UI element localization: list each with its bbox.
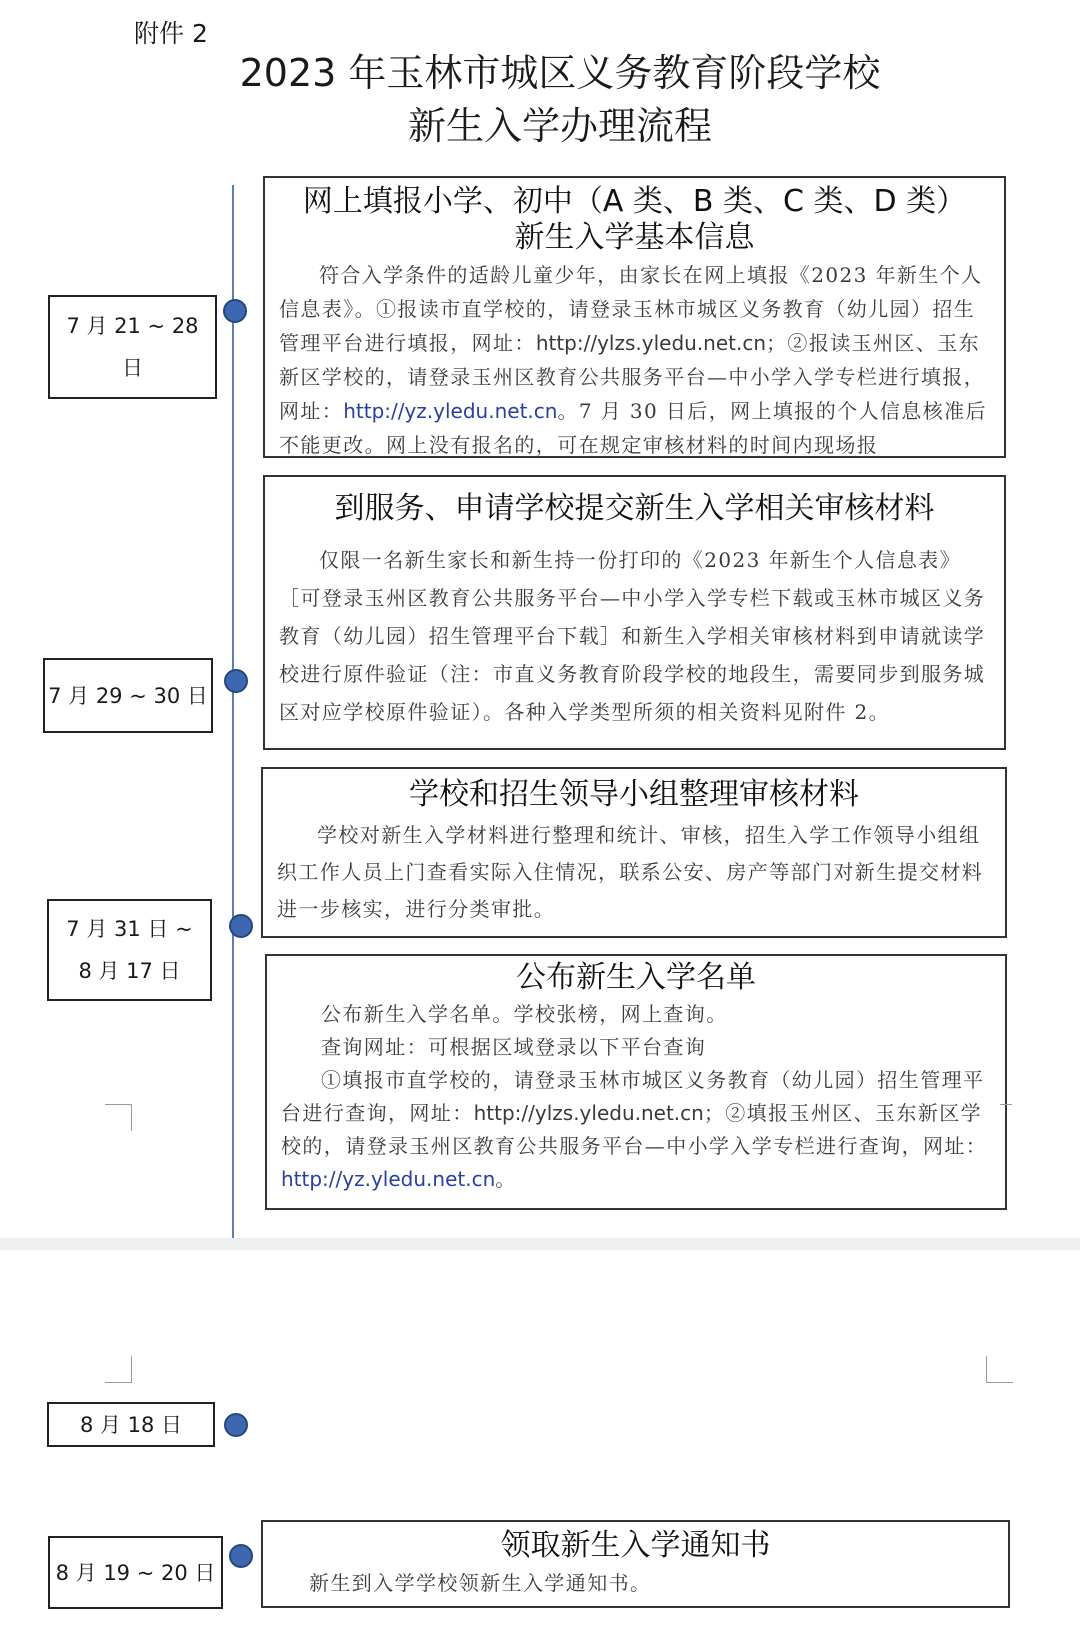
step1-text bbox=[279, 258, 990, 458]
step4-text-1: 公布新生入学名单。学校张榜，网上查询。 bbox=[321, 1002, 728, 1026]
step2-title: 到服务、申请学校提交新生入学相关审核材料 bbox=[334, 491, 935, 526]
crop-mark-bottom-left bbox=[105, 1356, 132, 1383]
step5-timeline-dot bbox=[224, 1413, 248, 1437]
step1-title-line1: 网上填报小学、初中（A 类、B 类、C 类、D 类） bbox=[302, 184, 967, 219]
step3-date-line2: 8 月 17 日 bbox=[78, 959, 181, 983]
document-title-line1: 2023 年玉林市城区义务教育阶段学校 bbox=[239, 51, 881, 95]
step1-timeline-dot bbox=[223, 299, 247, 323]
step6-box bbox=[261, 1520, 1010, 1608]
step4-text-2: 查询网址：可根据区域登录以下平台查询 bbox=[321, 1035, 707, 1059]
attachment-label: 附件 2 bbox=[134, 19, 208, 48]
step3-text: 学校对新生入学材料进行整理和统计、审核，招生入学工作领导小组组织工作人员上门查看实际入住情况，联系公安、房产等部门对新生提交材料进一步核实，进行分类审批。 bbox=[277, 823, 984, 921]
step2-text: 仅限一名新生家长和新生持一份打印的《2023 年新生个人信息表》［可登录玉州区教育公共服务平台—中小学入学专栏下载或玉林市城区义务教育（幼儿园）招生管理平台下载］和新生入学相关审核材料到申请就读学校进行原件验证（注：市直义务教育阶段学校的地段生，需要同步到服务城区对应学校原件验证）。各种入学类型所须的相关资料见附件 2。 bbox=[279, 548, 986, 724]
document-title-line2: 新生入学办理流程 bbox=[407, 104, 712, 148]
step3-date-line1: 7 月 31 日 ~ bbox=[66, 917, 193, 941]
step1-url-citywide[interactable]: http://ylzs.yledu.net.cn bbox=[535, 331, 767, 355]
step6-text-block bbox=[277, 1566, 994, 1600]
step4-text-block bbox=[281, 998, 991, 1196]
step6-date bbox=[48, 1536, 223, 1609]
crop-mark-top-left bbox=[105, 1104, 132, 1131]
step5-date bbox=[47, 1402, 215, 1447]
step1-title-line2: 新生入学基本信息 bbox=[514, 220, 755, 255]
step6-title: 领取新生入学通知书 bbox=[500, 1528, 771, 1563]
timeline-line bbox=[232, 185, 234, 1240]
step2-date bbox=[43, 658, 213, 733]
step1-text-c: 。7 月 30 日后，网上填报的个人信息核准后不能更改。网上没有报名的，可在规定审核材料的时间内现场报 bbox=[279, 399, 987, 457]
step6-text: 新生到入学学校领新生入学通知书。 bbox=[309, 1571, 652, 1595]
step1-date-text: 7 月 21 ~ 28 日 bbox=[66, 314, 199, 380]
step1-text-b: ；②报读玉州区、玉东新区学校的，请登录玉州区教育公共服务平台—中小学入学专栏进行填报，网址： bbox=[279, 331, 986, 423]
step1-date bbox=[48, 295, 217, 399]
step5-date-text: 8 月 18 日 bbox=[79, 1412, 183, 1437]
step1-box bbox=[263, 176, 1006, 458]
step4-text-3c: 。 bbox=[495, 1167, 517, 1191]
step1-url-yuzhou[interactable]: http://yz.yledu.net.cn bbox=[343, 399, 558, 423]
step2-text-block bbox=[279, 541, 990, 731]
step3-title: 学校和招生领导小组整理审核材料 bbox=[409, 777, 859, 812]
step2-date-text: 7 月 29 ~ 30 日 bbox=[48, 683, 208, 708]
step1-text-a: 符合入学条件的适龄儿童少年，由家长在网上填报《2023 年新生个人信息表》。①报读市直学校的，请登录玉林市城区义务教育（幼儿园）招生管理平台进行填报，网址： bbox=[279, 263, 983, 355]
step2-box bbox=[263, 475, 1006, 750]
step4-box bbox=[265, 954, 1007, 1210]
step2-timeline-dot bbox=[224, 669, 248, 693]
step6-timeline-dot bbox=[229, 1544, 253, 1568]
step6-date-text: 8 月 19 ~ 20 日 bbox=[55, 1560, 216, 1585]
step4-text-3a: ①填报市直学校的，请登录玉林市城区义务教育（幼儿园）招生管理平台进行查询，网址： bbox=[281, 1068, 985, 1125]
step3-timeline-dot bbox=[229, 914, 253, 938]
step4-text-3b: ；②填报玉州区、玉东新区学校的，请登录玉州区教育公共服务平台—中小学入学专栏进行查询，网址： bbox=[281, 1101, 988, 1158]
step3-text-block bbox=[277, 817, 991, 928]
crop-mark-bottom-right bbox=[986, 1356, 1013, 1383]
step4-url-citywide[interactable]: http://ylzs.yledu.net.cn bbox=[473, 1101, 704, 1125]
step3-date bbox=[47, 899, 212, 1001]
step4-url-yuzhou[interactable]: http://yz.yledu.net.cn bbox=[281, 1167, 496, 1191]
crop-mark-top-right bbox=[1000, 1104, 1012, 1131]
step4-title: 公布新生入学名单 bbox=[516, 960, 756, 995]
step3-box bbox=[261, 767, 1007, 938]
page-separator bbox=[0, 1238, 1080, 1250]
page-2 bbox=[0, 1250, 1080, 1650]
